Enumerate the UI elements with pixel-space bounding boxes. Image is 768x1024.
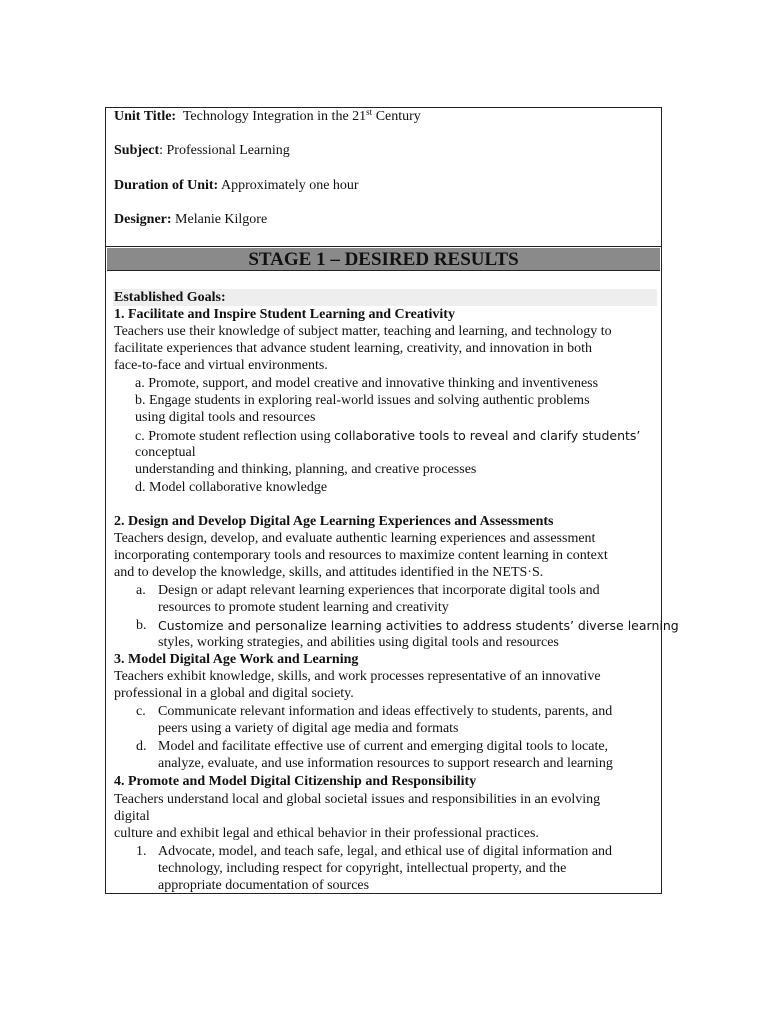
goal-3-desc-line-2: professional in a global and digital society.	[114, 686, 354, 701]
goal-1-item-c-serif: c. Promote student reflection using	[135, 429, 335, 444]
goal-1-desc-line-3: face-to-face and virtual environments.	[114, 358, 328, 373]
duration-label: Duration of Unit:	[114, 178, 219, 193]
goal-1-title: 1. Facilitate and Inspire Student Learning and Creativity	[114, 307, 455, 322]
goal-3-item-c: Communicate relevant information and ideas effectively to students, parents, and	[158, 704, 613, 719]
goal-1-item-d: d. Model collaborative knowledge	[135, 480, 328, 495]
designer-label: Designer:	[114, 212, 172, 227]
unit-title-line	[114, 109, 421, 125]
unit-title-label: Unit Title:	[114, 109, 177, 124]
goal-1-item-b-cont: using digital tools and resources	[135, 410, 316, 425]
duration-value: Approximately one hour	[218, 178, 359, 193]
goal-2-item-b-marker: b.	[136, 618, 147, 633]
goal-4-desc-line-1: Teachers understand local and global societal issues and responsibilities in an evolving	[114, 792, 601, 807]
goal-4-item-1-marker: 1.	[136, 844, 147, 859]
designer-value: Melanie Kilgore	[171, 212, 268, 227]
established-goals-heading: Established Goals:	[114, 290, 226, 305]
subject-label: Subject	[114, 143, 160, 158]
goal-2-desc-line-1: Teachers design, develop, and evaluate authentic learning experiences and assessment	[114, 531, 596, 546]
unit-plan-table	[105, 107, 679, 894]
goal-1-item-b: b. Engage students in exploring real-world issues and solving authentic problems	[135, 393, 590, 408]
goal-1-item-c-sans: collaborative tools to reveal and clarify students’	[334, 428, 641, 443]
goal-4-item-1: Advocate, model, and teach safe, legal, and ethical use of digital information and	[158, 844, 613, 859]
goal-2-item-a-marker: a.	[136, 583, 146, 598]
goal-2-desc-line-2: incorporating contemporary tools and resources to maximize content learning in context	[114, 548, 608, 563]
goal-1-item-c-cont-2: understanding and thinking, planning, and creative processes	[135, 462, 477, 477]
goal-1-item-a: a. Promote, support, and model creative and innovative thinking and inventiveness	[135, 376, 599, 391]
unit-title-value: Technology Integration in the 21	[182, 109, 367, 124]
goal-3-desc-line-1: Teachers exhibit knowledge, skills, and work processes representative of an innovative	[114, 669, 601, 684]
unit-title-superscript: st	[366, 107, 373, 117]
goal-2-item-a-cont: resources to promote student learning and creativity	[158, 600, 449, 615]
goal-3-item-d-marker: d.	[136, 739, 147, 754]
goal-2-item-b-cont: styles, working strategies, and abilities using digital tools and resources	[158, 635, 559, 650]
goal-4-desc-line-3: culture and exhibit legal and ethical behavior in their professional practices.	[114, 826, 539, 841]
goal-2-item-a: Design or adapt relevant learning experiences that incorporate digital tools and	[158, 583, 600, 598]
goal-1-desc-line-1: Teachers use their knowledge of subject matter, teaching and learning, and technology to	[114, 324, 612, 339]
goal-2-item-b: Customize and personalize learning activities to address students’ diverse learning	[158, 618, 679, 633]
goal-3-title: 3. Model Digital Age Work and Learning	[114, 652, 359, 667]
goal-4-item-1-cont-1: technology, including respect for copyright, intellectual property, and the	[158, 861, 567, 876]
goal-4-item-1-cont-2: appropriate documentation of sources	[158, 878, 370, 893]
goal-2-desc-line-3: and to develop the knowledge, skills, and attitudes identified in the NETS·S.	[114, 565, 544, 580]
goal-1-item-c	[135, 427, 640, 445]
duration-line	[114, 178, 359, 194]
goal-4-desc-line-2: digital	[114, 809, 150, 824]
goal-3-item-c-cont: peers using a variety of digital age media and formats	[158, 721, 459, 736]
subject-line	[114, 143, 290, 159]
subject-value: : Professional Learning	[159, 143, 290, 158]
goal-3-item-c-marker: c.	[136, 704, 146, 719]
goal-3-item-d: Model and facilitate effective use of current and emerging digital tools to locate,	[158, 739, 609, 754]
unit-info-cell	[106, 108, 661, 247]
unit-title-value-end: Century	[372, 109, 421, 124]
goal-1-desc-line-2: facilitate experiences that advance student learning, creativity, and innovation in both	[114, 341, 593, 356]
goal-4-title: 4. Promote and Model Digital Citizenship and Responsibility	[114, 774, 477, 789]
goal-2-title: 2. Design and Develop Digital Age Learning Experiences and Assessments	[114, 514, 554, 529]
goal-1-item-c-cont-1: conceptual	[135, 445, 196, 460]
goal-3-item-d-cont: analyze, evaluate, and use information resources to support research and learning	[158, 756, 613, 771]
designer-line	[114, 212, 267, 228]
stage-heading: STAGE 1 – DESIRED RESULTS	[107, 248, 660, 271]
